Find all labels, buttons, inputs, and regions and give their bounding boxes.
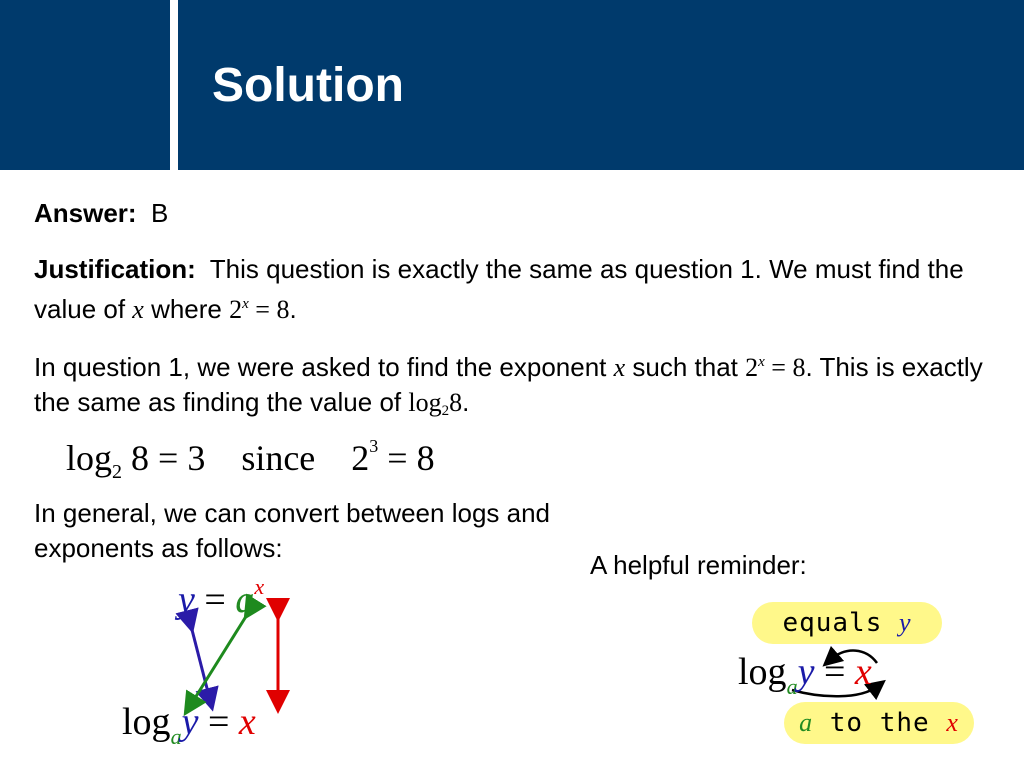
math-end: = 8	[378, 438, 435, 478]
a-to-the-x-oval	[784, 702, 974, 744]
oval-bottom-var: a	[799, 708, 814, 737]
justification-base: 2	[229, 295, 243, 324]
para2-period: .	[462, 387, 470, 417]
justification-text-2: where	[143, 294, 230, 324]
justification-text-1: This question is exactly the same as question 1. We must find the value of	[34, 254, 964, 324]
justification-var-x: x	[132, 295, 144, 324]
math-log: log	[66, 438, 113, 478]
para2-text-2: such that	[625, 352, 746, 382]
rem-a: a	[786, 674, 798, 699]
para2-rhs: = 8	[764, 353, 806, 382]
log-word: log	[122, 701, 171, 743]
exp-x: x	[254, 574, 265, 599]
log-y: y	[181, 701, 199, 743]
exp-y: y	[178, 579, 195, 621]
para2-text-3: . This is exactly the same as finding the value of	[34, 352, 983, 417]
justification-exp: x	[242, 296, 249, 312]
para2-text-1: In question 1, we were asked to find the exponent	[34, 352, 614, 382]
para2-base: 2	[745, 353, 759, 382]
justification-label: Justification:	[34, 254, 196, 284]
rem-eq: =	[814, 651, 855, 693]
math-log-base: 2	[112, 461, 123, 483]
para2-exp: x	[758, 354, 765, 370]
oval-bottom-text: to the	[813, 708, 947, 738]
answer-label: Answer:	[34, 198, 137, 228]
para2-log: log	[408, 388, 442, 417]
justification-period: .	[289, 294, 297, 324]
log-a: a	[170, 724, 182, 749]
answer-value: B	[151, 198, 169, 228]
reminder-equation	[738, 650, 872, 700]
para2-log-arg: 8	[449, 388, 463, 417]
justification-rhs: = 8	[248, 295, 290, 324]
rem-y: y	[797, 651, 815, 693]
math-rest: 8 = 3 since 2	[122, 438, 370, 478]
para2-var-x: x	[613, 353, 626, 382]
math-exp: 3	[369, 436, 379, 456]
para2-log-base: 2	[441, 403, 450, 419]
exp-eq: =	[194, 579, 236, 621]
exp-a: a	[235, 579, 255, 621]
oval-bottom-var2: x	[946, 708, 959, 737]
equals-y-oval	[752, 602, 942, 644]
log-x: x	[238, 701, 256, 743]
oval-top-var: y	[899, 608, 912, 637]
slide-title: Solution	[212, 59, 404, 112]
rem-log: log	[738, 651, 787, 693]
rem-x: x	[854, 651, 872, 693]
oval-top-text: equals	[782, 608, 900, 638]
log-eq: =	[198, 701, 239, 743]
general-paragraph: In general, we can convert between logs and exponents as follows:	[34, 498, 551, 563]
reminder-label: A helpful reminder:	[590, 550, 807, 580]
